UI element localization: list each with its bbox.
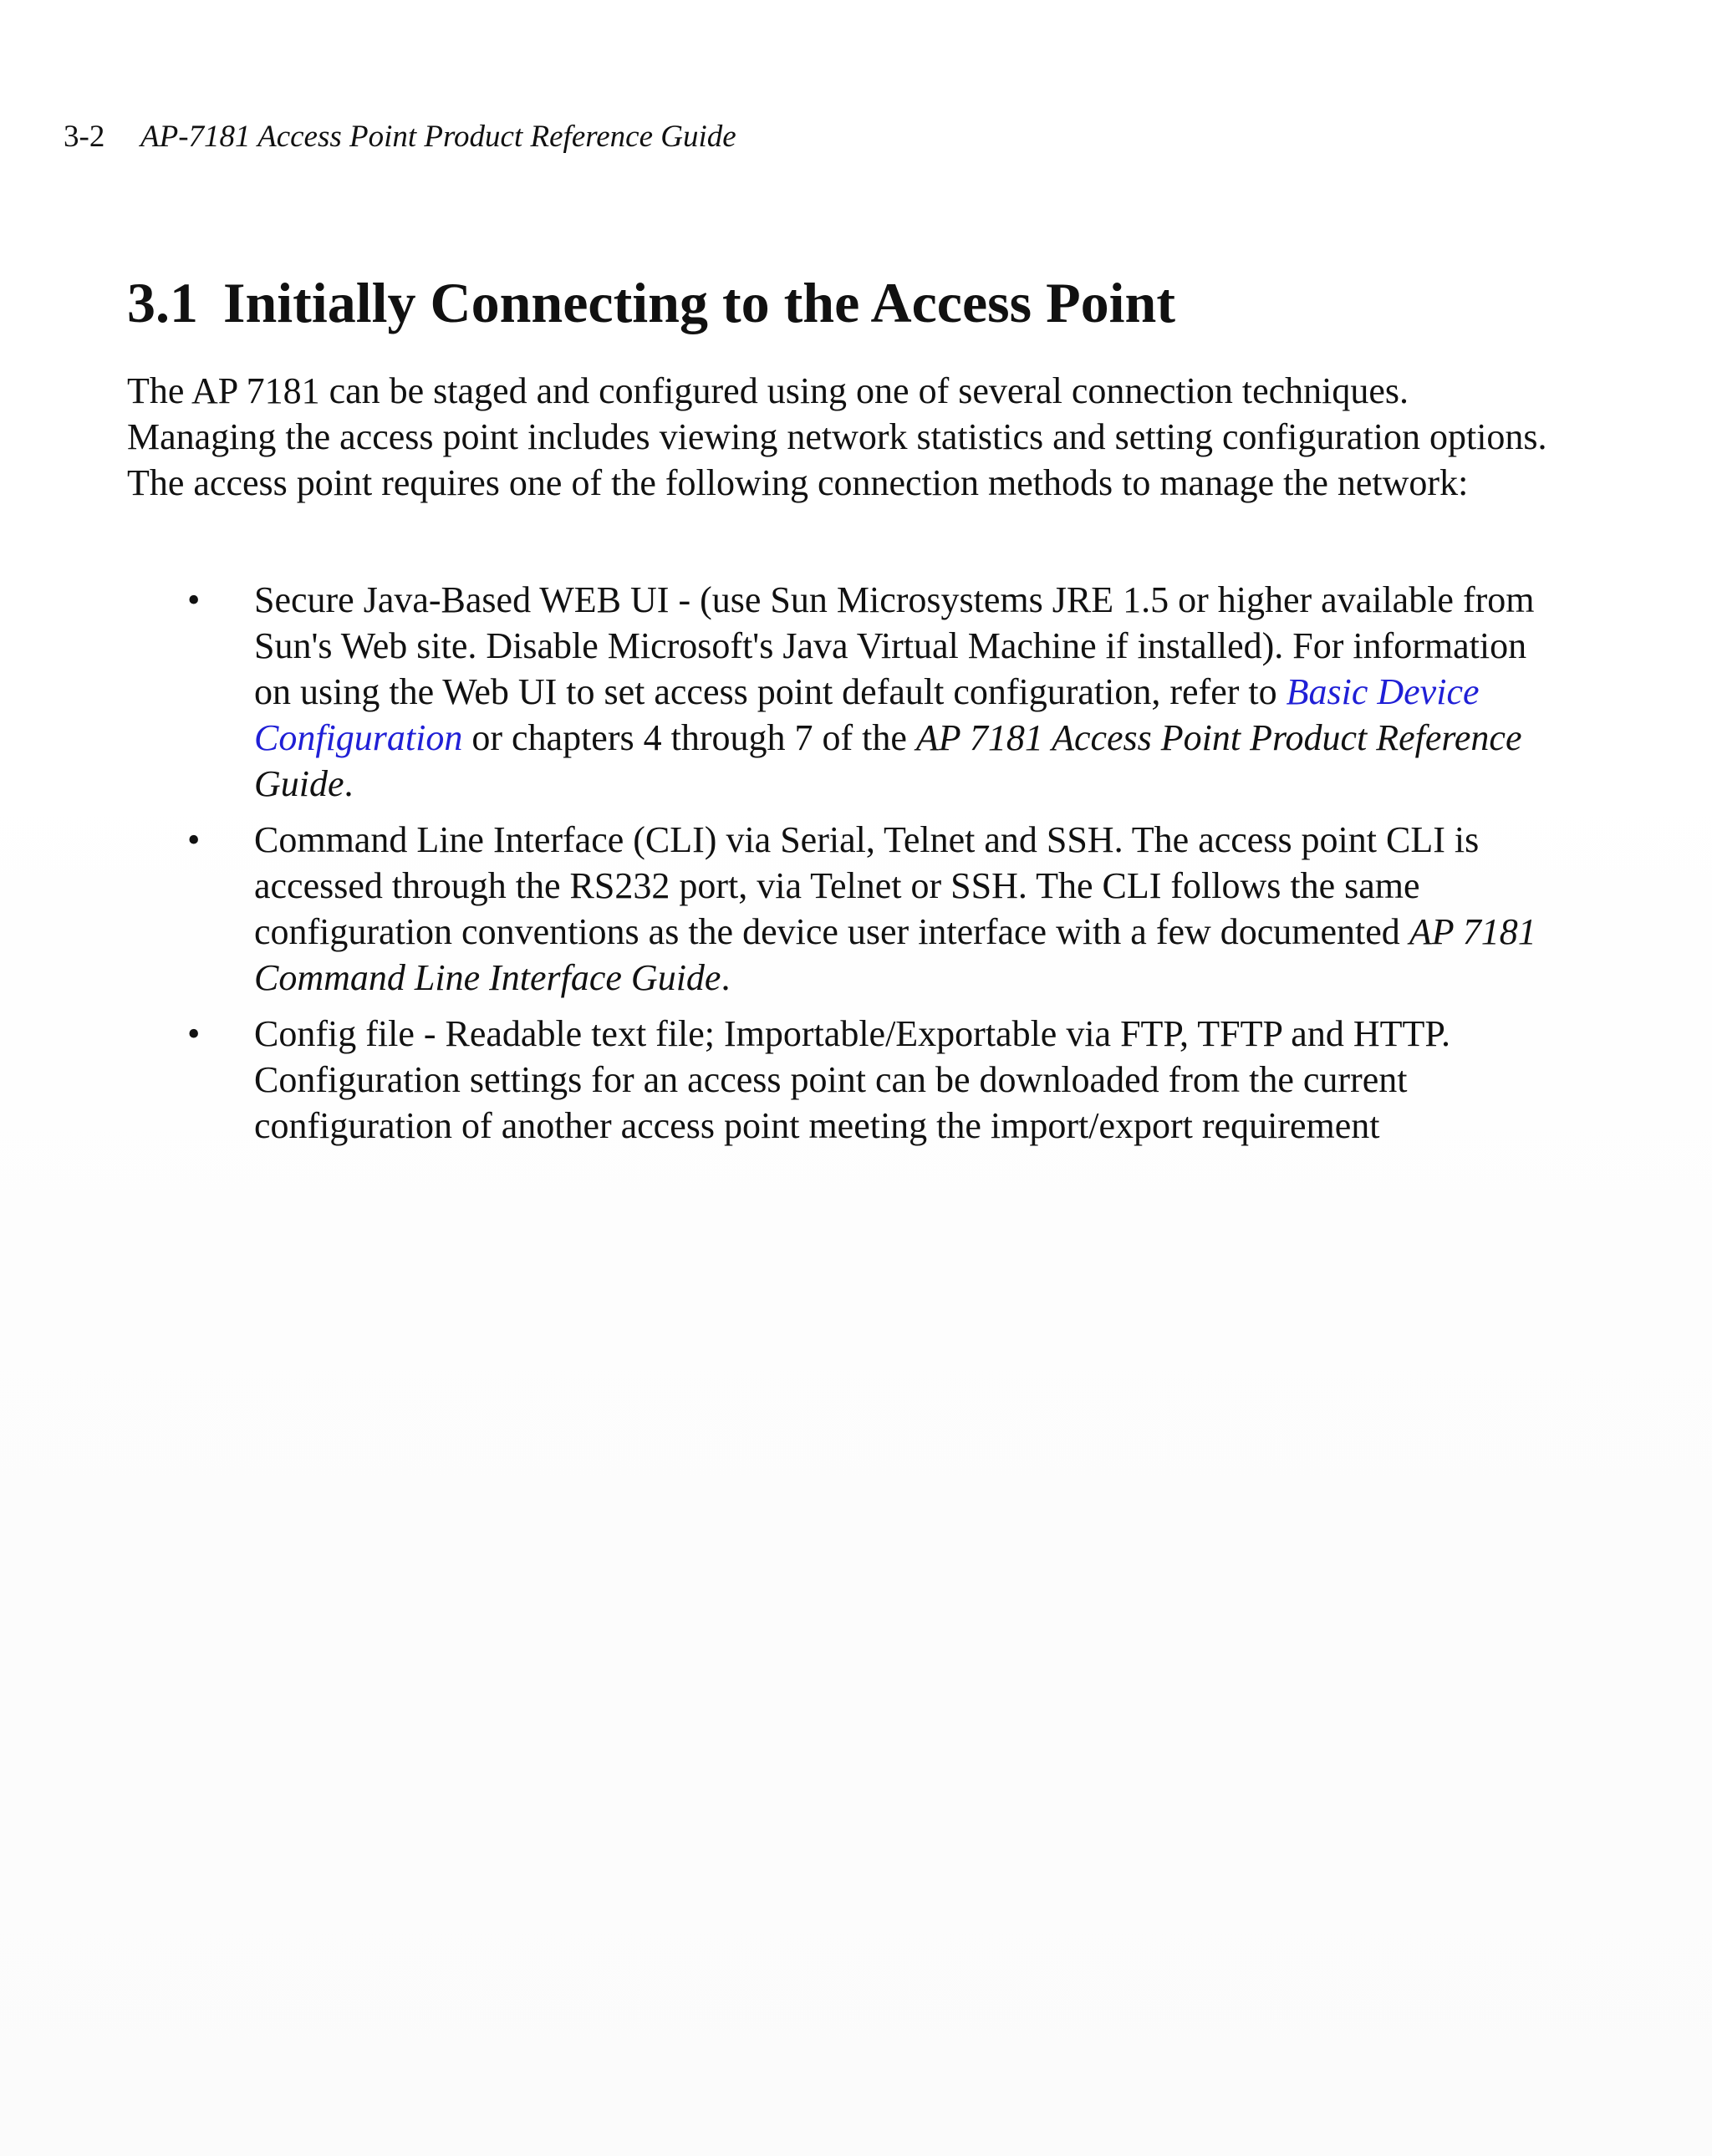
- config-file-text: Config file - Readable text file; Importable/Exportable via FTP, TFTP and HTTP. Configuration settings for an access point can be downloaded from the current configuration of another access point meeting the import/export requirement: [254, 1013, 1450, 1146]
- cli-text-end: .: [721, 957, 731, 998]
- web-ui-text-cont: or chapters 4 through 7 of the: [462, 717, 916, 758]
- cli-guide-ref: AP 7181 Command Line Interface Guide: [254, 911, 1536, 998]
- bullet-icon: •: [187, 579, 201, 620]
- bullet-icon: •: [187, 819, 201, 860]
- section-title: Initially Connecting to the Access Point: [223, 271, 1175, 334]
- guide-title: AP-7181 Access Point Product Reference Guide: [140, 120, 736, 154]
- section-number: 3.1: [127, 271, 198, 334]
- web-ui-text: Secure Java-Based WEB UI - (use Sun Microsystems JRE 1.5 or higher available from Sun's Web site. Disable Microsoft's Java Virtual Machine if installed). For information on using the Web UI to set access point default configuration, refer to: [254, 579, 1535, 712]
- list-item-config-file: [0, 1011, 1558, 1149]
- list-item-cli: [0, 817, 1558, 1001]
- intro-paragraph: The AP 7181 can be staged and configured using one of several connection techniques. Managing the access point includes viewing network statistics and setting configuration options. The access point requires one of the following connection methods to manage the network:: [127, 370, 1547, 503]
- bullet-icon: •: [187, 1013, 201, 1054]
- product-reference-guide-ref: AP 7181 Access Point Product Reference Guide: [254, 717, 1522, 804]
- connection-methods-list: [0, 577, 1712, 1159]
- running-header: [64, 117, 736, 157]
- web-ui-text-end: .: [344, 763, 354, 804]
- section-heading: [127, 268, 1175, 338]
- basic-device-configuration-link[interactable]: Basic Device Configuration: [254, 671, 1480, 758]
- list-item-web-ui: [0, 577, 1558, 807]
- cli-text: Command Line Interface (CLI) via Serial, Telnet and SSH. The access point CLI is accessed through the RS232 port, via Telnet or SSH. The CLI follows the same configuration conventions as the device user interface with a few documented: [254, 819, 1480, 952]
- page-number: 3-2: [64, 120, 105, 154]
